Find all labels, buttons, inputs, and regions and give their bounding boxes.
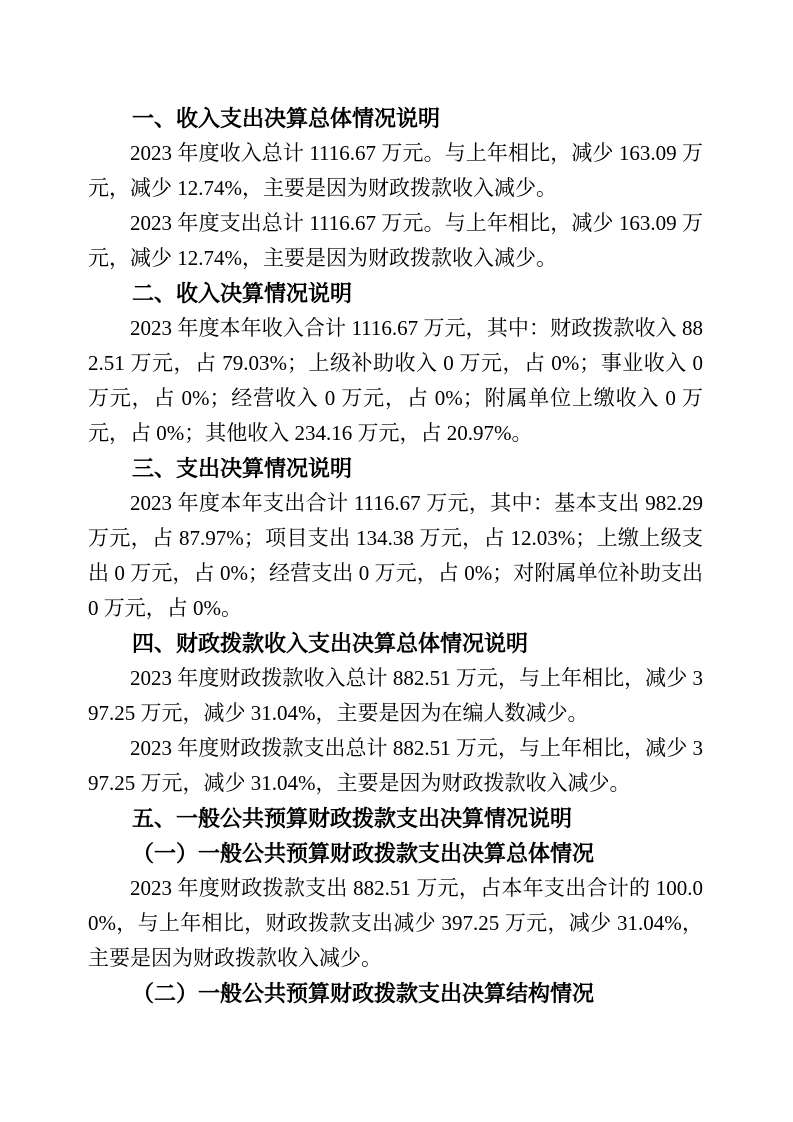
section-expenditure-final-accounts	[88, 451, 703, 626]
section-public-budget-appropriation-expenditure	[88, 801, 703, 1011]
section-5-subsection-1-paragraph: 2023 年度财政拨款支出 882.51 万元，占本年支出合计的 100.00%，与上年相比，财政拨款支出减少 397.25 万元，减少 31.04%，主要是因为财政拨款收入减少。	[88, 876, 703, 970]
section-fiscal-appropriation-overview	[88, 626, 703, 801]
section-income-expenditure-overview	[88, 101, 703, 276]
section-income-final-accounts	[88, 276, 703, 451]
section-4-heading: 四、财政拨款收入支出决算总体情况说明	[132, 631, 529, 656]
section-1-paragraph-expenditure: 2023 年度支出总计 1116.67 万元。与上年相比，减少 163.09 万元，减少 12.74%，主要是因为财政拨款收入减少。	[88, 211, 703, 270]
section-3-paragraph-expenditure-detail: 2023 年度本年支出合计 1116.67 万元，其中：基本支出 982.29 万元，占 87.97%；项目支出 134.38 万元，占 12.03%；上缴上级支出 0 万元，占 0%；经营支出 0 万元，占 0%；对附属单位补助支出 0 万元，占 0%。	[88, 491, 703, 620]
section-1-heading: 一、收入支出决算总体情况说明	[132, 106, 441, 131]
section-1-paragraph-income: 2023 年度收入总计 1116.67 万元。与上年相比，减少 163.09 万元，减少 12.74%，主要是因为财政拨款收入减少。	[88, 141, 703, 200]
section-5-subsection-2-heading: （二）一般公共预算财政拨款支出决算结构情况	[132, 981, 595, 1006]
section-4-paragraph-appropriation-income: 2023 年度财政拨款收入总计 882.51 万元，与上年相比，减少 397.25 万元，减少 31.04%，主要是因为在编人数减少。	[88, 666, 703, 725]
section-4-paragraph-appropriation-expenditure: 2023 年度财政拨款支出总计 882.51 万元，与上年相比，减少 397.25 万元，减少 31.04%，主要是因为财政拨款收入减少。	[88, 736, 703, 795]
section-5-heading: 五、一般公共预算财政拨款支出决算情况说明	[132, 806, 573, 831]
section-2-paragraph-income-detail: 2023 年度本年收入合计 1116.67 万元，其中：财政拨款收入 882.51 万元，占 79.03%；上级补助收入 0 万元，占 0%；事业收入 0 万元，占 0%；经营收入 0 万元，占 0%；附属单位上缴收入 0 万元，占 0%；其他收入 234.16 万元，占 20.97%。	[88, 316, 703, 445]
section-2-heading: 二、收入决算情况说明	[132, 281, 353, 306]
section-5-subsection-1-heading: （一）一般公共预算财政拨款支出决算总体情况	[132, 841, 595, 866]
section-3-heading: 三、支出决算情况说明	[132, 456, 353, 481]
